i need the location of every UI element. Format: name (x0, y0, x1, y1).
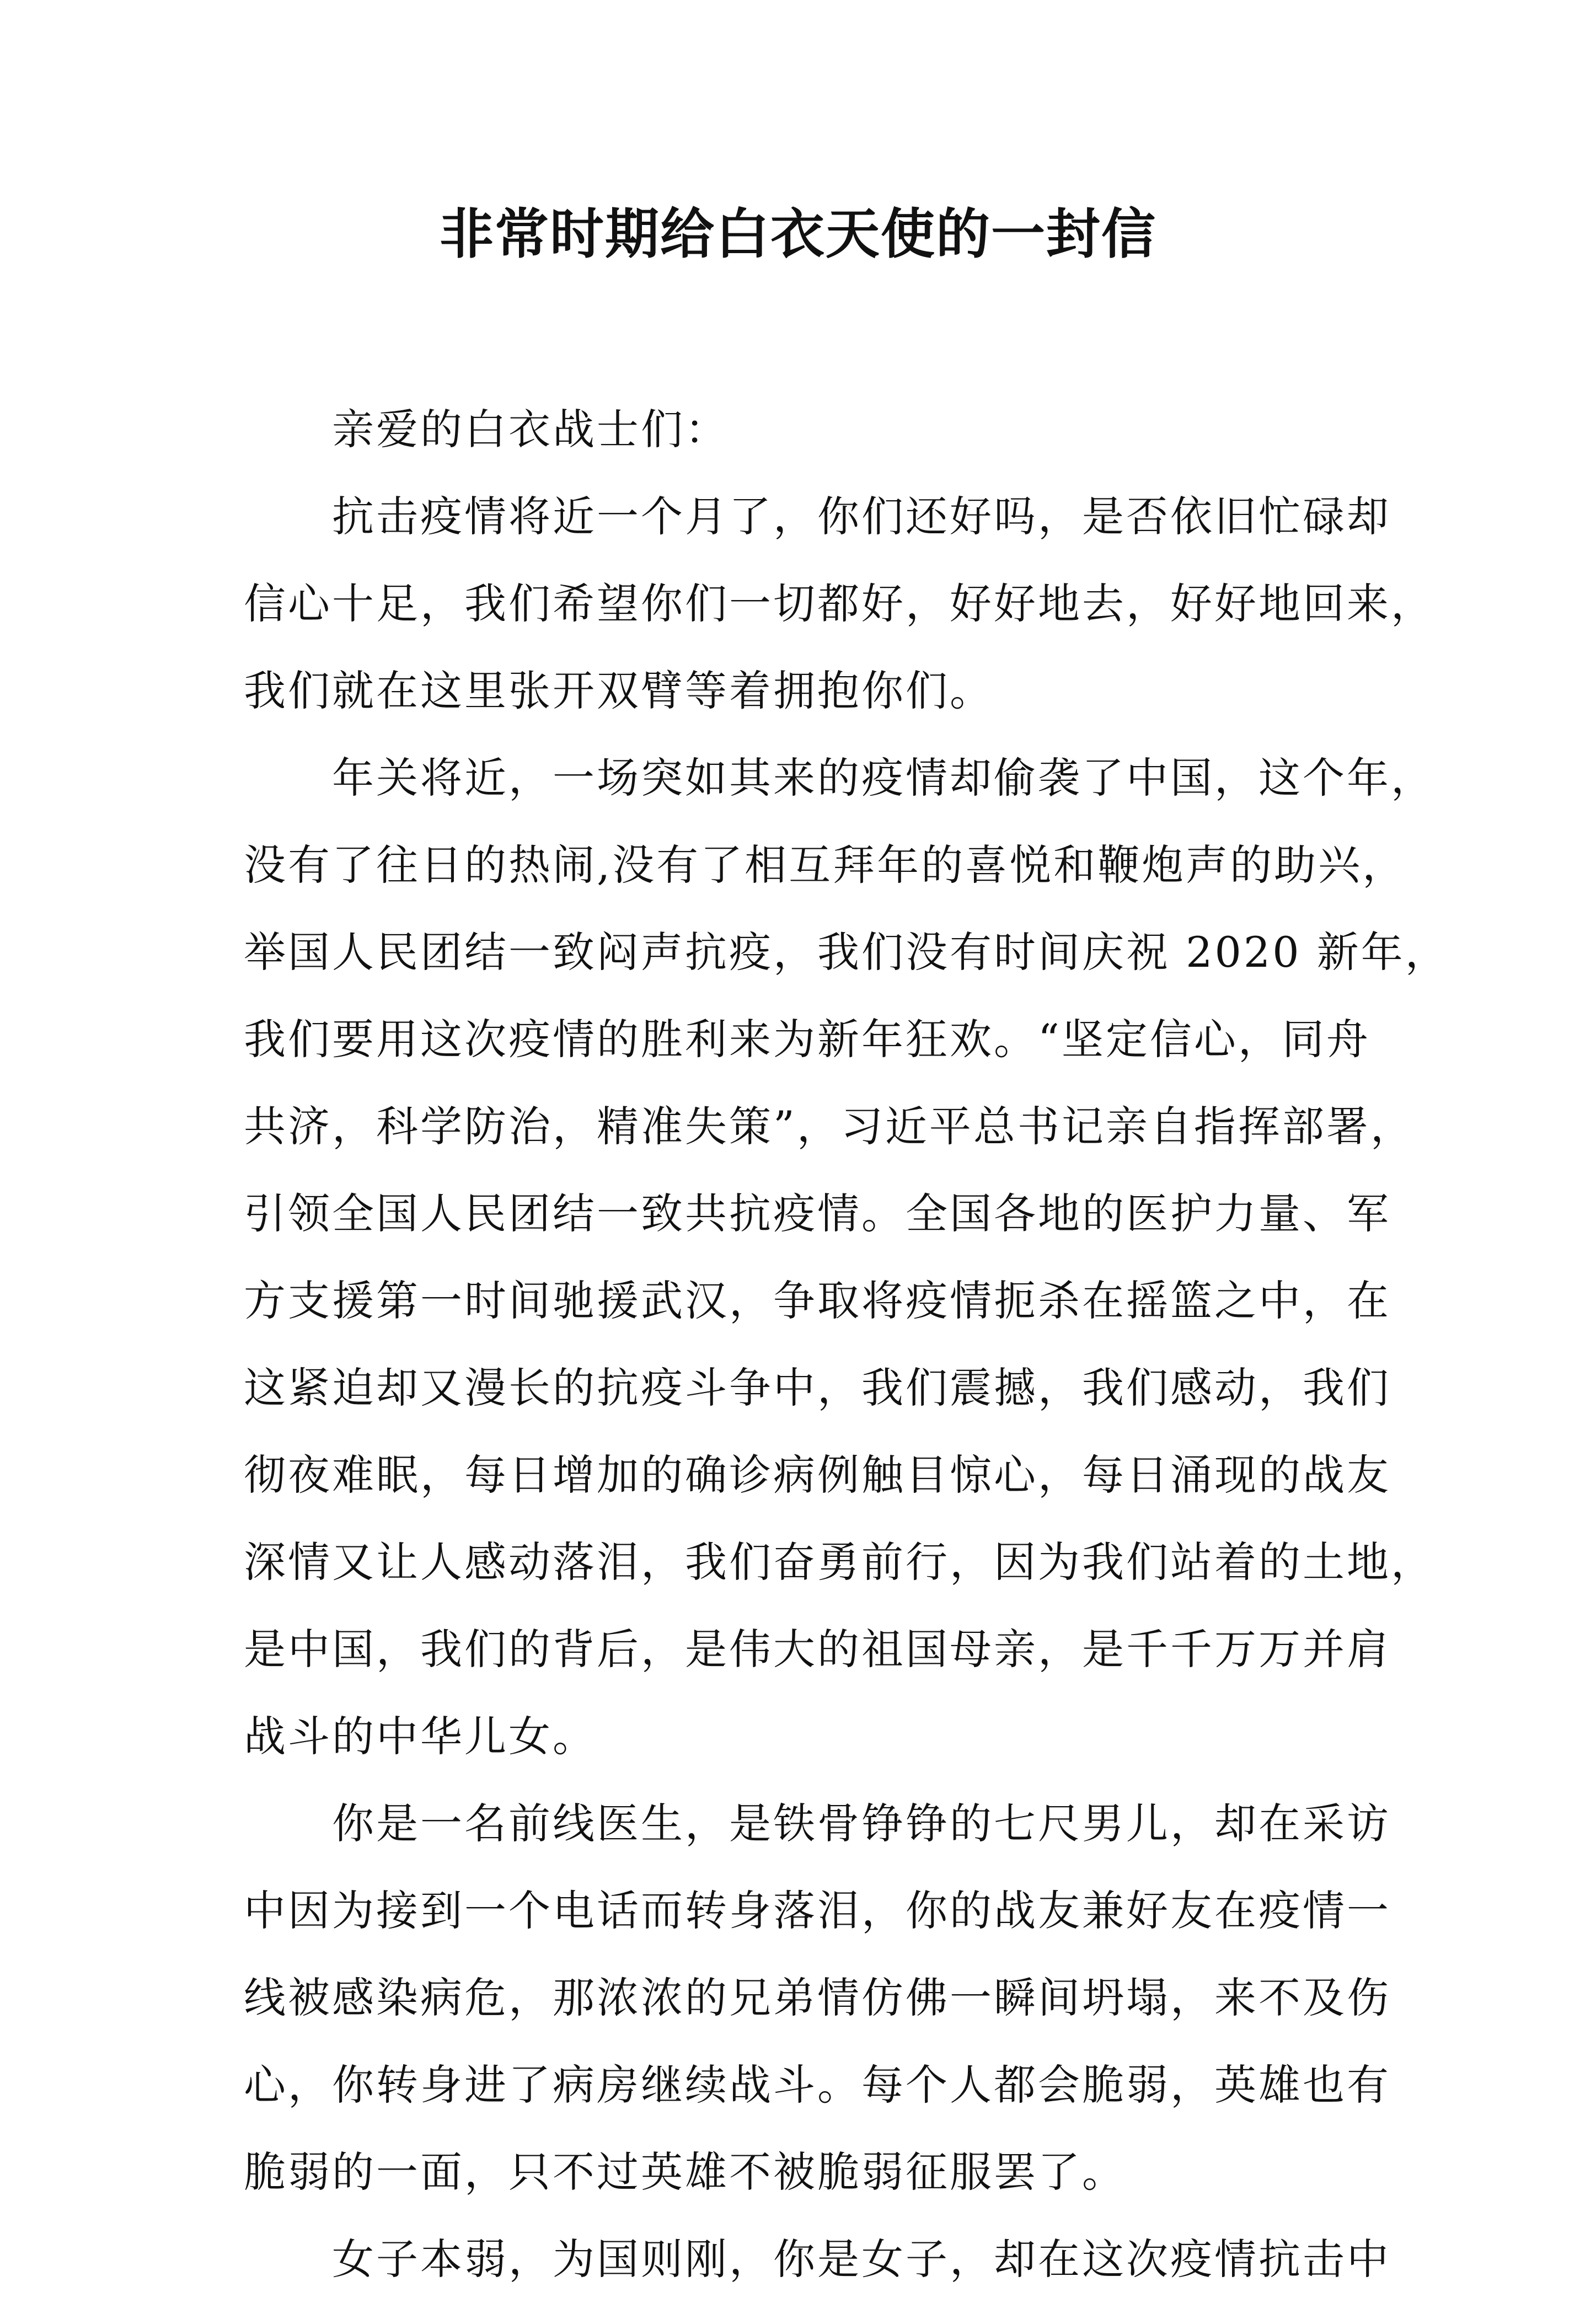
text-line: 脆弱的一面，只不过英雄不被脆弱征服罢了。 (244, 2147, 1126, 2197)
text-line: 引领全国人民团结一致共抗疫情。全国各地的医护力量、军 (244, 1189, 1391, 1238)
text-line: 深情又让人感动落泪，我们奋勇前行，因为我们站着的土地， (244, 1538, 1435, 1587)
text-line: 我们要用这次疫情的胜利来为新年狂欢。“坚定信心，同舟 (244, 1015, 1370, 1064)
text-line: 是中国，我们的背后，是伟大的祖国母亲，是千千万万并肩 (244, 1625, 1391, 1674)
text-line: 彻夜难眠，每日增加的确诊病例触目惊心，每日涌现的战友 (244, 1450, 1391, 1499)
text-line: 心，你转身进了病房继续战斗。每个人都会脆弱，英雄也有 (244, 2060, 1391, 2109)
text-line: 你是一名前线医生，是铁骨铮铮的七尺男儿，却在采访 (332, 1799, 1391, 1848)
text-line: 战斗的中华儿女。 (244, 1712, 597, 1761)
letter-body (244, 386, 1449, 2303)
text-line: 信心十足，我们希望你们一切都好，好好地去，好好地回来， (244, 579, 1435, 628)
text-line: 抗击疫情将近一个月了，你们还好吗，是否依旧忙碌却 (332, 492, 1391, 541)
text-line: 举国人民团结一致闷声抗疫，我们没有时间庆祝 2020 新年， (244, 928, 1449, 977)
text-line: 年关将近，一场突如其来的疫情却偷袭了中国，这个年， (332, 753, 1435, 802)
text-line: 没有了往日的热闹,没有了相互拜年的喜悦和鞭炮声的助兴， (244, 840, 1407, 890)
text-line: 共济，科学防治，精准失策”，习近平总书记亲自指挥部署， (244, 1102, 1415, 1151)
text-line: 中因为接到一个电话而转身落泪，你的战友兼好友在疫情一 (244, 1886, 1391, 1935)
text-line: 线被感染病危，那浓浓的兄弟情仿佛一瞬间坍塌，来不及伤 (244, 1973, 1391, 2022)
text-line: 方支援第一时间驰援武汉，争取将疫情扼杀在摇篮之中，在 (244, 1276, 1391, 1325)
text-line: 亲爱的白衣战士们： (332, 405, 729, 454)
document-title: 非常时期给白衣天使的一封信 (439, 202, 1156, 266)
text-line: 我们就在这里张开双臂等着拥抱你们。 (244, 666, 994, 715)
text-line: 这紧迫却又漫长的抗疫斗争中，我们震撼，我们感动，我们 (244, 1363, 1391, 1412)
text-line: 女子本弱，为国则刚，你是女子，却在这次疫情抗击中 (332, 2235, 1391, 2284)
